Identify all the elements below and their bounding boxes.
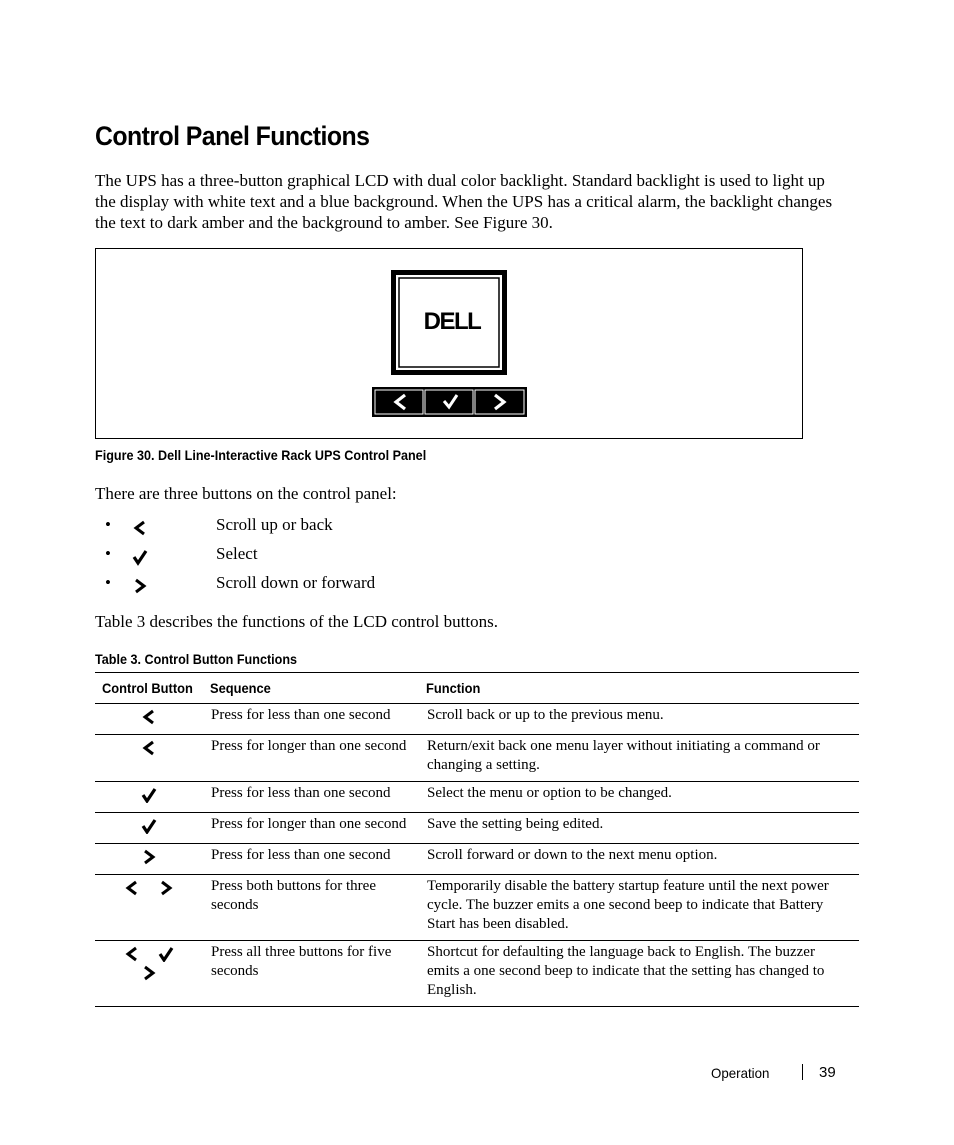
sequence-cell: Press for longer than one second <box>203 813 419 844</box>
intro-paragraph: The UPS has a three-button graphical LCD with dual color backlight. Standard backlight is used to light up the display with white text and a blue background. When the UPS has a critical alarm, the backlight changes the text to dark amber and the background to amber. See Figure 30. <box>95 171 833 232</box>
bullet-dot: • <box>105 544 111 563</box>
table-row <box>95 844 859 875</box>
sequence-cell: Press for less than one second <box>203 704 419 735</box>
chevron-left-icon <box>141 740 157 756</box>
function-cell: Select the menu or option to be changed. <box>419 782 859 813</box>
control-button-cell <box>95 704 203 735</box>
bullet-dot: • <box>105 573 111 592</box>
chevron-right-icon <box>141 849 157 865</box>
control-button-cell <box>95 941 203 1007</box>
bullet-dot: • <box>105 515 111 534</box>
table-row <box>95 735 859 782</box>
table-row <box>95 813 859 844</box>
function-cell: Save the setting being edited. <box>419 813 859 844</box>
figure-caption: Figure 30. Dell Line-Interactive Rack UPS Control Panel <box>95 447 427 463</box>
sequence-cell: Press for longer than one second <box>203 735 419 782</box>
sequence-cell: Press all three buttons for five seconds <box>203 941 419 1007</box>
table-row <box>95 704 859 735</box>
figure-control-panel <box>95 248 803 439</box>
column-header-function: Function <box>419 673 859 704</box>
column-header-sequence: Sequence <box>203 673 419 704</box>
sequence-cell: Press both buttons for three seconds <box>203 875 419 941</box>
table-row <box>95 941 859 1007</box>
chevron-right-icon <box>131 577 149 595</box>
checkmark-icon <box>131 548 149 566</box>
table-header-row <box>95 673 859 704</box>
function-cell: Scroll back or up to the previous menu. <box>419 704 859 735</box>
function-cell: Scroll forward or down to the next menu option. <box>419 844 859 875</box>
footer-separator <box>802 1064 803 1080</box>
page-title: Control Panel Functions <box>95 121 370 151</box>
sequence-cell: Press for less than one second <box>203 782 419 813</box>
right-button[interactable] <box>475 390 524 414</box>
left-button[interactable] <box>375 390 423 414</box>
control-button-cell <box>95 735 203 782</box>
bullet-text: Select <box>216 544 258 563</box>
bullet-item <box>105 515 505 539</box>
function-cell: Return/exit back one menu layer without initiating a command or changing a setting. <box>419 735 859 782</box>
table-caption: Table 3. Control Button Functions <box>95 651 298 667</box>
chevron-left-icon <box>131 519 149 537</box>
chevron-right-icon <box>141 965 157 981</box>
dell-logo: DELL <box>423 308 481 335</box>
checkmark-icon <box>141 818 157 834</box>
table-row <box>95 782 859 813</box>
chevron-left-icon <box>124 946 140 962</box>
column-header-control-button: Control Button <box>95 673 203 704</box>
control-button-cell <box>95 813 203 844</box>
control-button-functions-table <box>95 672 859 1007</box>
bullet-item <box>105 573 505 597</box>
bullet-text: Scroll up or back <box>216 515 333 534</box>
function-cell: Shortcut for defaulting the language back to English. The buzzer emits a one second beep to indicate that the setting has changed to English. <box>419 941 859 1007</box>
footer-page-number: 39 <box>819 1064 836 1081</box>
checkmark-icon <box>158 946 174 962</box>
buttons-intro-paragraph: There are three buttons on the control panel: <box>95 484 397 503</box>
footer-section-name: Operation <box>711 1065 770 1081</box>
control-button-cell <box>95 875 203 941</box>
control-button-cell <box>95 782 203 813</box>
table-intro-paragraph: Table 3 describes the functions of the LCD control buttons. <box>95 612 498 631</box>
bullet-text: Scroll down or forward <box>216 573 376 592</box>
sequence-cell: Press for less than one second <box>203 844 419 875</box>
bullet-item <box>105 544 505 568</box>
chevron-right-icon <box>158 880 174 896</box>
chevron-left-icon <box>141 709 157 725</box>
checkmark-icon <box>141 787 157 803</box>
function-cell: Temporarily disable the battery startup feature until the next power cycle. The buzzer emits a one second beep to indicate that Battery Start has been disabled. <box>419 875 859 941</box>
chevron-left-icon <box>124 880 140 896</box>
select-button[interactable] <box>425 390 473 414</box>
control-button-cell <box>95 844 203 875</box>
table-row <box>95 875 859 941</box>
control-panel-illustration <box>96 249 802 438</box>
